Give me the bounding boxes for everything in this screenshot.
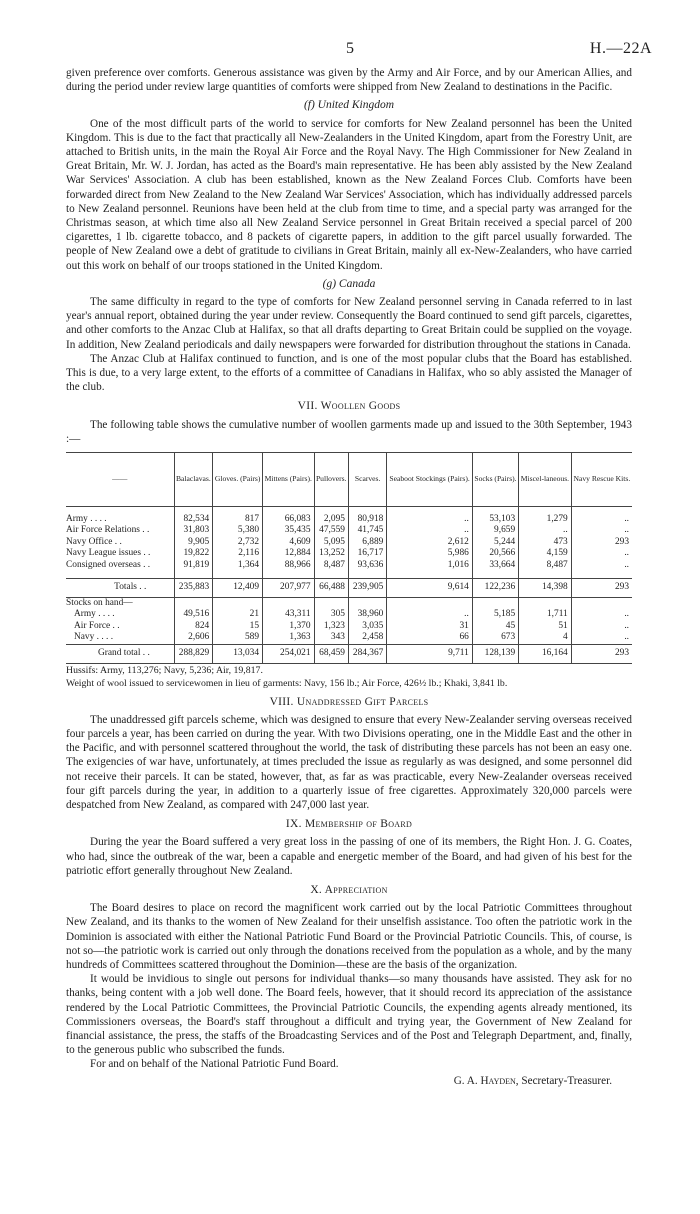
table-cell: 2,612 — [387, 537, 472, 549]
table-row — [66, 560, 632, 572]
membership-heading: IX. Membership of Board — [285, 818, 413, 831]
table-cell: 2,116 — [213, 548, 263, 560]
page-number: 5 — [346, 40, 354, 57]
gift-parcels-heading: VIII. Unaddressed Gift Parcels — [269, 695, 429, 708]
row-label: Air Force . . — [74, 620, 120, 631]
row-label: Air Force Relations . . — [66, 525, 150, 536]
table-header-row — [66, 453, 632, 507]
table-cell: 1,323 — [314, 621, 348, 633]
table-cell: 5,185 — [472, 609, 518, 621]
table-header: Mittens (Pairs). — [263, 453, 315, 507]
table-cell: 88,966 — [263, 560, 315, 572]
table-cell: 19,822 — [174, 548, 213, 560]
gift-parcels-paragraph: The unaddressed gift parcels scheme, which was designed to ensure that every New-Zealander serving overseas received four parcels a year, has been carried on during the year. With two Divisions operating, one in the Middle East and the other in the Pacific, and with personnel scattered throughout the world, the task of distributing these parcels has not been an easy one. The exigencies of war have, unfortunately, at times precluded the issue as regularly as was designed, and some personnel did not receive their parcels. It can be stated, however, that, as far as was practicable, every New-Zealander overseas received four gift parcels during the year, in addition to a quarterly issue of free cigarettes. Approximately 320,000 parcels were despatched from New Zealand, as compared with 247,000 last year. — [66, 713, 632, 812]
table-header: Scarves. — [348, 453, 386, 507]
table-cell: .. — [571, 609, 632, 621]
page-body — [66, 66, 632, 1088]
table-cell: 49,516 — [174, 609, 213, 621]
table-cell: 35,435 — [263, 525, 315, 537]
table-cell: 93,636 — [348, 560, 386, 572]
table-cell: 343 — [314, 632, 348, 644]
table-cell: 254,021 — [263, 645, 315, 664]
intro-paragraph: given preference over comforts. Generous assistance was given by the Army and Air Force, and by our American Allies, and during the period under review large quantities of comforts were shipped from New Zealand to destinations in the Pacific. — [66, 67, 632, 94]
table-cell: .. — [571, 514, 632, 526]
table-cell: 33,664 — [472, 560, 518, 572]
table-cell: 6,889 — [348, 537, 386, 549]
row-label: Consigned overseas . . — [66, 559, 151, 570]
table-header: Seaboot Stockings (Pairs). — [387, 453, 472, 507]
table-cell: 9,905 — [174, 537, 213, 549]
woollen-table — [66, 452, 632, 664]
table-cell: .. — [387, 525, 472, 537]
table-cell: 673 — [472, 632, 518, 644]
table-cell: 239,905 — [348, 579, 386, 598]
table-header: Gloves. (Pairs) — [213, 453, 263, 507]
table-header: Pullovers. — [314, 453, 348, 507]
table-header: Socks (Pairs). — [472, 453, 518, 507]
table-header-blank: —— — [66, 453, 174, 507]
table-cell: 66 — [387, 632, 472, 644]
table-row — [66, 621, 632, 633]
row-label: Army . . . . — [66, 513, 107, 524]
signature-title: Secretary-Treasurer. — [518, 1074, 612, 1087]
table-cell: 43,311 — [263, 609, 315, 621]
uk-heading: (f) United Kingdom — [303, 99, 395, 112]
table-cell: 12,884 — [263, 548, 315, 560]
table-cell: .. — [571, 621, 632, 633]
uk-paragraph: One of the most difficult parts of the world to service for comforts for New Zealand personnel has been the United Kingdom. This is due to the fact that practically all New-Zealanders in the United Kingdom, apart from the Forestry Unit, are attached to British units, in the main the Royal Air Force and the Royal Navy. The High Commissioner for New Zealand in Great Britain, Mr. W. J. Jordan, has acted as the Board's main representative. He has been ably assisted by the New Zealand War Services' Association. A club has been established, known as the New Zealand Forces Club. Comforts have been forwarded direct from New Zealand to the New Zealand War Services' Association, which has individually addressed parcels to New Zealand personnel. Reunions have been held at the club from time to time, and a special party was arranged for the Christmas season, at which time also all New Zealand Service personnel in Great Britain received a special parcel of 200 cigarettes, 1 lb. cigarette tobacco, and 8 packets of cigarette papers, in addition to the gift parcel usually forwarded. The people of New Zealand owe a debt of gratitude to civilians in Great Britain, mainly all ex-New-Zealanders, who have carried out this work on behalf of our troops stationed in the United Kingdom. — [66, 117, 632, 272]
totals-label: Totals . . — [66, 579, 174, 598]
hussifs-note: Hussifs: Army, 113,276; Navy, 5,236; Air, 19,817. — [66, 664, 263, 676]
table-cell: .. — [571, 632, 632, 644]
table-header: Navy Rescue Kits. — [571, 453, 632, 507]
table-cell: 288,829 — [174, 645, 213, 664]
woollen-heading: VII. Woollen Goods — [297, 400, 401, 413]
table-cell: 12,409 — [213, 579, 263, 598]
table-cell: 293 — [571, 645, 632, 664]
table-cell: 13,252 — [314, 548, 348, 560]
wool-weight-note: Weight of wool issued to servicewomen in lieu of garments: Navy, 156 lb.; Air Force, 426½ lb.; Khaki, 3,841 lb. — [66, 677, 508, 689]
table-cell: .. — [519, 525, 572, 537]
table-row — [66, 609, 632, 621]
table-cell: 1,711 — [519, 609, 572, 621]
table-row — [66, 525, 632, 537]
table-cell: 1,363 — [263, 632, 315, 644]
table-cell: 8,487 — [314, 560, 348, 572]
row-label: Navy Office . . — [66, 536, 122, 547]
table-cell: 31,803 — [174, 525, 213, 537]
appreciation-paragraph-2: It would be invidious to single out persons for individual thanks—so many thousands have assisted. They ask for no thanks, being content with a job well done. The Board feels, however, that it should record its appreciation of the assistance rendered by the Local Patriotic Committees, the Provincial Patriotic Councils, the expending agents already mentioned, its Commissioners overseas, the Board's staff throughout a difficult and trying year, the Government of New Zealand for financial assistance, the press, the staffs of the Broadcasting Services and of the Post and Telegraph Department, and, finally, to the generous public who subscribed the funds. — [66, 973, 632, 1057]
table-cell: 473 — [519, 537, 572, 549]
document-code: H.—22A — [589, 40, 652, 57]
table-row — [66, 548, 632, 560]
table-cell: 4,159 — [519, 548, 572, 560]
signature-name: G. A. Hayden, — [453, 1074, 519, 1087]
table-cell: 16,717 — [348, 548, 386, 560]
table-cell: 8,487 — [519, 560, 572, 572]
signature — [66, 1074, 632, 1088]
table-cell: 51 — [519, 621, 572, 633]
table-cell: 293 — [571, 537, 632, 549]
table-cell: 284,367 — [348, 645, 386, 664]
table-cell: 2,606 — [174, 632, 213, 644]
canada-paragraph-1: The same difficulty in regard to the type of comforts for New Zealand personnel serving in Canada referred to in last year's annual report, obtained during the year under review. Consequently the Board continued to send gift parcels, cigarettes, and other comforts to the Anzac Club at Halifax, so that all drafts departing to Great Britain could be supplied on the voyage. In addition, New Zealand periodicals and daily newspapers were forwarded for distribution throughout the stations in Canada. — [66, 296, 632, 351]
table-cell: 1,370 — [263, 621, 315, 633]
table-cell: 41,745 — [348, 525, 386, 537]
table-cell: 45 — [472, 621, 518, 633]
table-cell: 47,559 — [314, 525, 348, 537]
totals-row — [66, 579, 632, 598]
table-cell: 5,244 — [472, 537, 518, 549]
table-cell: 817 — [213, 514, 263, 526]
table-cell: 82,534 — [174, 514, 213, 526]
table-cell: 38,960 — [348, 609, 386, 621]
appreciation-heading: X. Appreciation — [310, 884, 388, 897]
table-cell: 16,164 — [519, 645, 572, 664]
table-cell: 66,083 — [263, 514, 315, 526]
table-cell: 91,819 — [174, 560, 213, 572]
table-cell: 824 — [174, 621, 213, 633]
closing-line: For and on behalf of the National Patriotic Fund Board. — [90, 1058, 339, 1071]
table-cell: 128,139 — [472, 645, 518, 664]
table-cell: 21 — [213, 609, 263, 621]
table-cell: 4,609 — [263, 537, 315, 549]
table-cell: .. — [387, 609, 472, 621]
stocks-label: Stocks on hand— — [66, 597, 133, 608]
table-cell: 1,016 — [387, 560, 472, 572]
table-cell: 293 — [571, 579, 632, 598]
table-cell: 9,614 — [387, 579, 472, 598]
table-cell: 2,095 — [314, 514, 348, 526]
stocks-header-row — [66, 597, 632, 609]
table-row — [66, 537, 632, 549]
table-cell: 13,034 — [213, 645, 263, 664]
table-cell: 14,398 — [519, 579, 572, 598]
table-cell: 5,095 — [314, 537, 348, 549]
table-cell: 68,459 — [314, 645, 348, 664]
table-row — [66, 514, 632, 526]
table-cell: 305 — [314, 609, 348, 621]
woollen-intro: The following table shows the cumulative number of woollen garments made up and issued to the 30th September, 1943 :— — [66, 418, 632, 445]
table-cell: 20,566 — [472, 548, 518, 560]
table-cell: 15 — [213, 621, 263, 633]
appreciation-paragraph-1: The Board desires to place on record the magnificent work carried out by the local Patriotic Committees throughout New Zealand, and its thanks to the women of New Zealand for their unselfish assistance. Too often the patriotic work in the Dominion is associated with either the National Patriotic Fund Board or the Provincial Patriotic Councils. This, of course, is not so—the patriotic work is carried out only through the donations received from the population as a whole, and by the many hundreds of Committees scattered throughout the Dominion—these are the basis of the organization. — [66, 902, 632, 972]
row-label: Navy . . . . — [74, 632, 114, 643]
grand-total-label: Grand total . . — [66, 645, 174, 664]
table-cell: 2,458 — [348, 632, 386, 644]
canada-paragraph-2: The Anzac Club at Halifax continued to function, and is one of the most popular clubs that the Board has established. This is due, to a very large extent, to the efforts of a committee of Canadians in Halifax, who so ably assisted the Manager of the club. — [66, 352, 632, 394]
table-cell: 9,659 — [472, 525, 518, 537]
table-cell: 2,732 — [213, 537, 263, 549]
table-cell: .. — [571, 548, 632, 560]
table-cell: 31 — [387, 621, 472, 633]
table-cell: 589 — [213, 632, 263, 644]
table-cell: .. — [571, 525, 632, 537]
table-cell: 4 — [519, 632, 572, 644]
row-label: Navy League issues . . — [66, 548, 151, 559]
table-header: Balaclavas. — [174, 453, 213, 507]
table-cell: 5,986 — [387, 548, 472, 560]
table-cell: 5,380 — [213, 525, 263, 537]
membership-paragraph: During the year the Board suffered a very great loss in the passing of one of its members, the Right Hon. J. G. Coates, who had, since the outbreak of the war, been a capable and energetic member of the Board, and had given of his best for the patriotic effort generally throughout New Zealand. — [66, 836, 632, 877]
grand-total-row — [66, 645, 632, 664]
table-cell: 9,711 — [387, 645, 472, 664]
table-header: Miscel-laneous. — [519, 453, 572, 507]
table-cell: 1,364 — [213, 560, 263, 572]
table-cell: 53,103 — [472, 514, 518, 526]
table-cell: 235,883 — [174, 579, 213, 598]
table-cell: 122,236 — [472, 579, 518, 598]
table-row — [66, 632, 632, 644]
row-label: Army . . . . — [74, 609, 115, 620]
table-cell: 3,035 — [348, 621, 386, 633]
table-cell: .. — [571, 560, 632, 572]
table-cell: 80,918 — [348, 514, 386, 526]
canada-heading: (g) Canada — [322, 277, 376, 290]
table-cell: 207,977 — [263, 579, 315, 598]
table-cell: .. — [387, 514, 472, 526]
table-cell: 66,488 — [314, 579, 348, 598]
table-cell: 1,279 — [519, 514, 572, 526]
